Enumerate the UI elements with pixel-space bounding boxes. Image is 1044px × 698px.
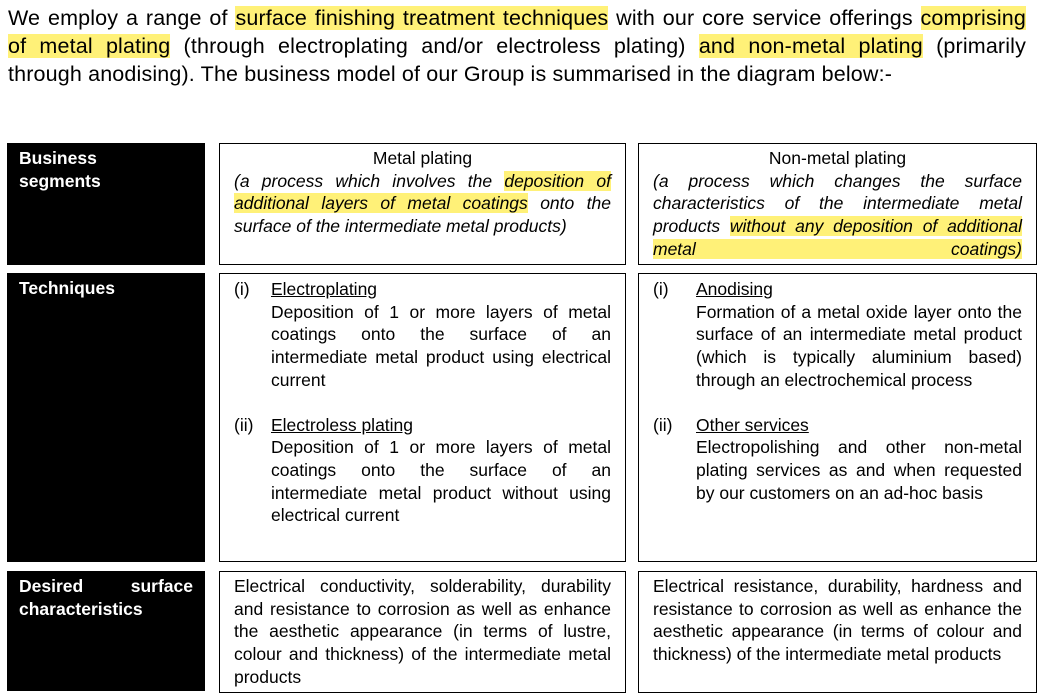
metal-plating-desc-1: (a process which involves the bbox=[234, 170, 505, 191]
technique-number: (i) bbox=[234, 279, 250, 299]
non-metal-characteristics-text: Electrical resistance, durability, hardness and resistance to corrosion as well as enhance the aesthetic appearance (in terms of colour and thickness) of the intermediate metal products bbox=[653, 576, 1022, 665]
cell-non-metal-plating bbox=[638, 143, 1037, 265]
label-business-segments-text: Business segments bbox=[19, 148, 101, 191]
intro-text-2: with our core service offerings bbox=[608, 6, 921, 30]
technique-text: Deposition of 1 or more layers of metal coatings onto the surface of an intermediate metal product without using electrical current bbox=[271, 437, 611, 526]
non-metal-plating-desc-1: (a process which changes the surface characteristics of the intermediate metal products bbox=[653, 170, 1022, 237]
technique-item bbox=[234, 414, 611, 528]
technique-title: Other services bbox=[696, 414, 809, 435]
intro-text-1: We employ a range of bbox=[8, 6, 236, 30]
technique-text: Electropolishing and other non-metal plating services as and when requested by our customers on an ad-hoc basis bbox=[696, 437, 1022, 503]
label-desired-surface-characteristics bbox=[7, 571, 205, 691]
label-desired-surface-characteristics-text: Desired surface characteristics bbox=[19, 576, 193, 619]
label-techniques-text: Techniques bbox=[19, 278, 115, 298]
technique-number: (ii) bbox=[653, 414, 673, 435]
technique-item bbox=[653, 414, 1022, 505]
non-metal-plating-title: Non-metal plating bbox=[768, 148, 907, 168]
non-metal-plating-desc-highlight: without any deposition of additional metal coatings) bbox=[653, 216, 1022, 259]
technique-text: Deposition of 1 or more layers of metal coatings onto the surface of an intermediate metal product using electrical current bbox=[271, 301, 611, 390]
technique-text: Formation of a metal oxide layer onto the surface of an intermediate metal product (which is typically aluminium based) through an electrochemical process bbox=[696, 301, 1022, 390]
metal-plating-desc-highlight: deposition of additional layers of metal coatings bbox=[234, 170, 611, 214]
technique-title: Anodising bbox=[696, 279, 773, 299]
intro-highlight-1: surface finishing treatment techniques bbox=[235, 6, 609, 30]
metal-plating-title: Metal plating bbox=[372, 148, 473, 168]
technique-item bbox=[653, 278, 1022, 392]
cell-non-metal-characteristics bbox=[638, 571, 1037, 693]
technique-item bbox=[234, 278, 611, 392]
metal-plating-description bbox=[234, 170, 611, 238]
cell-metal-characteristics bbox=[219, 571, 626, 693]
intro-text-3: (through electroplating and/or electroless plating) bbox=[170, 34, 699, 58]
intro-highlight-3: and non-metal plating bbox=[698, 34, 923, 58]
intro-text-4: (primarily through anodising). The business model of our Group is summarised in the diagram below:- bbox=[8, 34, 1026, 86]
cell-metal-plating bbox=[219, 143, 626, 265]
technique-number: (ii) bbox=[234, 414, 254, 435]
intro-highlight-2: comprising of metal plating bbox=[8, 6, 1026, 58]
cell-metal-techniques bbox=[219, 273, 626, 562]
label-techniques bbox=[7, 273, 205, 562]
non-metal-plating-description bbox=[653, 170, 1022, 261]
cell-non-metal-techniques bbox=[638, 273, 1037, 562]
technique-number: (i) bbox=[653, 279, 669, 299]
technique-title: Electroplating bbox=[271, 279, 378, 299]
metal-characteristics-text: Electrical conductivity, solderability, durability and resistance to corrosion as well as enhance the aesthetic appearance (in terms of lustre, colour and thickness) of the intermediate metal products bbox=[234, 576, 611, 687]
technique-title: Electroless plating bbox=[271, 414, 414, 435]
metal-plating-desc-2: onto the surface of the intermediate metal products) bbox=[234, 193, 611, 237]
intro-paragraph bbox=[8, 4, 1026, 88]
label-business-segments bbox=[7, 143, 205, 265]
